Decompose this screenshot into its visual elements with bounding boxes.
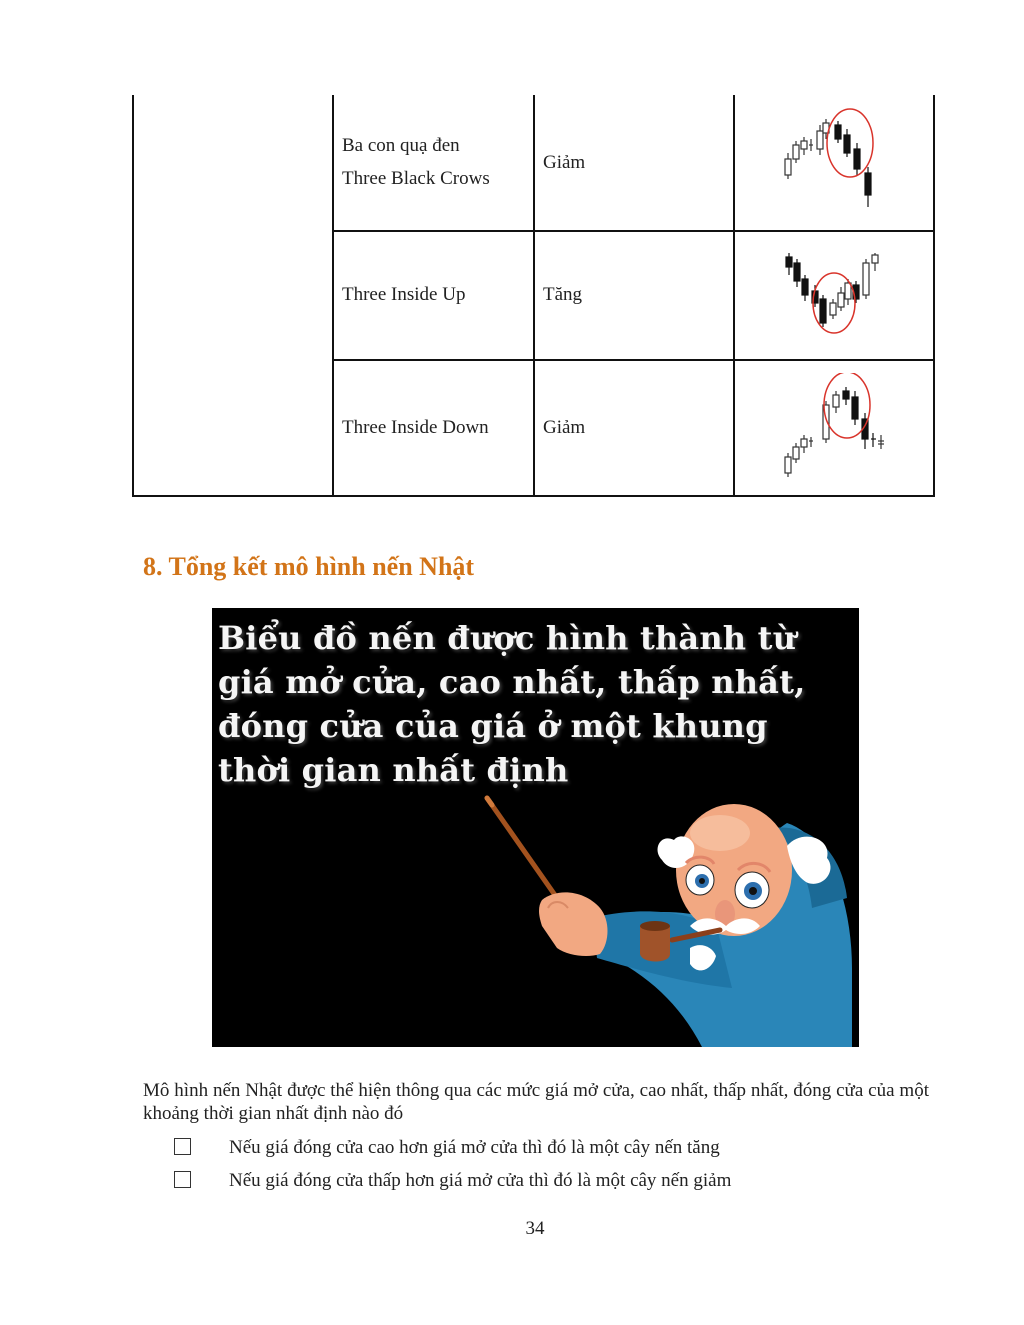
page-number: 34 [525,1218,545,1239]
checkbox-bullet-icon [174,1138,191,1155]
pattern-name-en: Three Inside Up [342,284,466,305]
table-border-left [132,95,134,497]
checkbox-bullet-icon [174,1171,191,1188]
pattern-trend: Giảm [543,417,586,438]
table-divider [332,95,334,497]
table-border-right [933,95,935,497]
list-item-text: Nếu giá đóng cửa thấp hơn giá mở cửa thì đó là một cây nến giảm [229,1170,732,1191]
pattern-name-en: Three Inside Down [342,417,489,438]
candlestick-pattern-table [132,95,936,497]
three-inside-down-chart-icon [780,373,895,483]
list-item [174,1170,731,1192]
list-item [174,1137,720,1159]
table-row-divider [333,230,934,232]
section-heading [143,552,474,582]
section-title: Tổng kết mô hình nến Nhật [168,552,475,581]
summary-illustration [212,608,859,1047]
three-black-crows-chart-icon [780,103,895,221]
table-row [342,129,490,195]
list-item-text: Nếu giá đóng cửa cao hơn giá mở cửa thì đó là một cây nến tăng [229,1137,720,1158]
table-divider [733,95,735,497]
summary-paragraph: Mô hình nến Nhật được thể hiện thông qua các mức giá mở cửa, cao nhất, thấp nhất, đóng cửa của một khoảng thời gian nhất định nào đó [143,1080,929,1124]
three-inside-up-chart-icon [777,241,897,351]
pattern-trend: Giảm [543,152,586,173]
section-number: 8. [143,552,163,581]
pattern-name-vi: Ba con quạ đen [342,135,460,156]
table-border-bottom [132,495,935,497]
pattern-name-en: Three Black Crows [342,168,490,189]
pattern-trend: Tăng [543,284,583,305]
table-divider [533,95,535,497]
table-row-divider [333,359,934,361]
illustration-caption: Biểu đồ nến được hình thành từ giá mở cửa, cao nhất, thấp nhất, đóng cửa của giá ở một khung thời gian nhất định [218,619,806,789]
